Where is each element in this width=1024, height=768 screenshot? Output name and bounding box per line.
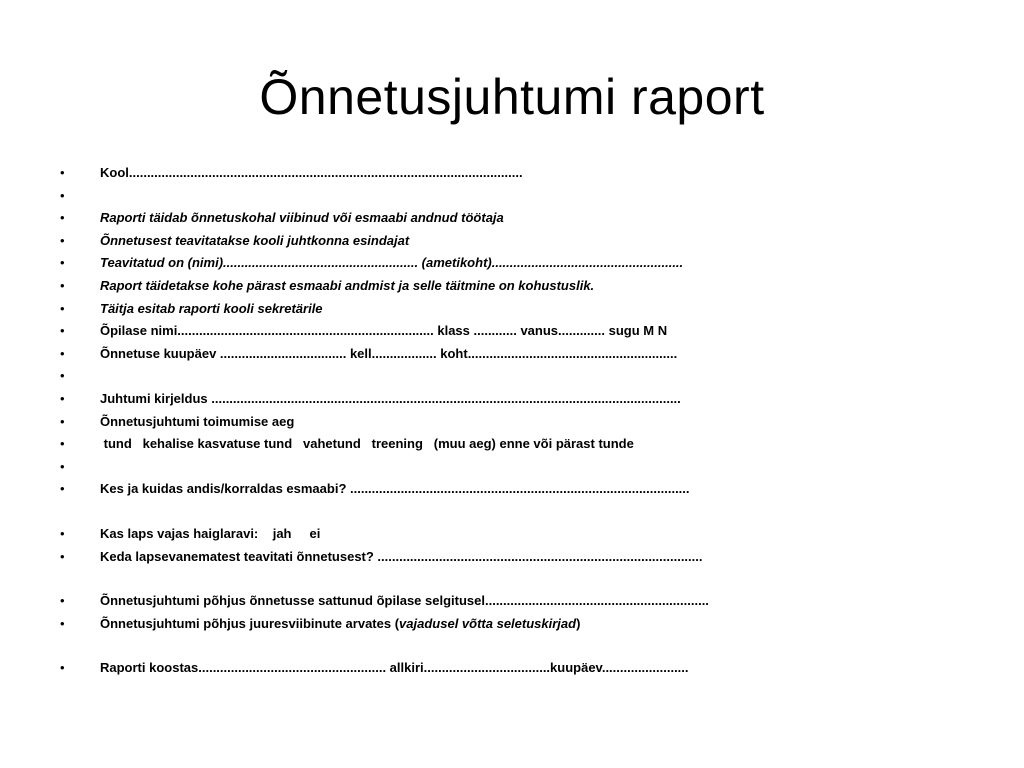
bullet-item-accident-date — [60, 343, 960, 366]
bullet-text-italic: vajadusel võtta seletuskirjad — [399, 615, 577, 631]
bullet-item-mandatory — [60, 275, 960, 298]
bullet-item-cause-witnesses — [60, 613, 960, 636]
bullet-item-time-options — [60, 433, 960, 456]
bullet-item-notify-management — [60, 230, 960, 253]
bullet-icon: • — [60, 413, 65, 429]
bullet-text: Raporti täidab õnnetuskohal viibinud või esmaabi andnud töötaja — [100, 210, 504, 226]
bullet-icon: • — [60, 255, 65, 271]
bullet-text: Kes ja kuidas andis/korraldas esmaabi? .............................................................................................. — [100, 481, 690, 497]
bullet-item-parents-notified — [60, 546, 960, 569]
bullet-item-empty — [60, 456, 960, 479]
bullet-item-cause-student — [60, 590, 960, 613]
bullet-icon: • — [60, 458, 65, 474]
bullet-icon: • — [60, 323, 65, 339]
bullet-item-empty — [60, 365, 960, 388]
bullet-item-school — [60, 162, 960, 185]
bullet-text-before: Õnnetusjuhtumi põhjus juuresviibinute arvates ( — [100, 615, 400, 631]
bullet-text: Raport täidetakse kohe pärast esmaabi andmist ja selle täitmine on kohustuslik. — [100, 277, 595, 293]
bullet-icon: • — [60, 300, 65, 316]
bullet-text: Kas laps vajas haiglaravi: jah ei — [100, 525, 321, 541]
bullet-icon: • — [60, 481, 65, 497]
bullet-text: tund kehalise kasvatuse tund vahetund treening (muu aeg) enne või pärast tunde — [100, 436, 634, 452]
bullet-text — [100, 613, 580, 636]
bullet-text: Raporti koostas.................................................... allkiri...................................kuupäev........................ — [100, 660, 689, 676]
bullet-icon: • — [60, 525, 65, 541]
bullet-icon: • — [60, 436, 65, 452]
bullet-icon: • — [60, 593, 65, 609]
bullet-text: Õnnetusjuhtumi toimumise aeg — [100, 413, 295, 429]
bullet-text: Õnnetusjuhtumi põhjus õnnetusse sattunud õpilase selgitusel.............................................................. — [100, 593, 709, 609]
bullet-item-hospital — [60, 523, 960, 546]
bullet-text: Teavitatud on (nimi)...................................................... (ametikoht)..................................................... — [100, 255, 684, 271]
bullet-item-empty — [60, 185, 960, 208]
bullet-text: Kool............................................................................................................. — [100, 165, 523, 180]
bullet-icon: • — [60, 390, 65, 406]
slide-title: Õnnetusjuhtumi raport — [259, 69, 765, 125]
bullet-item-student-name — [60, 320, 960, 343]
bullet-item-time-heading — [60, 411, 960, 434]
bullet-item-first-aid — [60, 478, 960, 501]
bullet-text: Õpilase nimi....................................................................... klass ............ vanus............. sugu M N — [100, 323, 668, 339]
bullet-text: Õnnetusest teavitatakse kooli juhtkonna esindajat — [100, 232, 410, 248]
bullet-icon: • — [60, 277, 65, 293]
bullet-text: Juhtumi kirjeldus .................................................................................................................................. — [100, 390, 681, 406]
bullet-icon: • — [60, 165, 65, 180]
bullet-icon: • — [60, 615, 65, 631]
bullet-icon: • — [60, 368, 65, 384]
bullet-icon: • — [60, 232, 65, 248]
bullet-item-compiled-by — [60, 657, 960, 680]
bullet-list — [60, 162, 960, 680]
bullet-item-notified-person — [60, 252, 960, 275]
bullet-text: Täitja esitab raporti kooli sekretärile — [100, 300, 323, 316]
bullet-text: Keda lapsevanematest teavitati õnnetusest? .......................................................................................... — [100, 548, 703, 564]
bullet-item-submit — [60, 298, 960, 321]
bullet-icon: • — [60, 210, 65, 226]
bullet-icon: • — [60, 548, 65, 564]
bullet-text-after: ) — [576, 615, 581, 631]
bullet-item-description — [60, 388, 960, 411]
bullet-icon: • — [60, 345, 65, 361]
bullet-icon: • — [60, 187, 65, 203]
bullet-item-filler — [60, 207, 960, 230]
bullet-text: Õnnetuse kuupäev ................................... kell.................. koht.......................................................... — [100, 345, 678, 361]
bullet-icon: • — [60, 660, 65, 676]
